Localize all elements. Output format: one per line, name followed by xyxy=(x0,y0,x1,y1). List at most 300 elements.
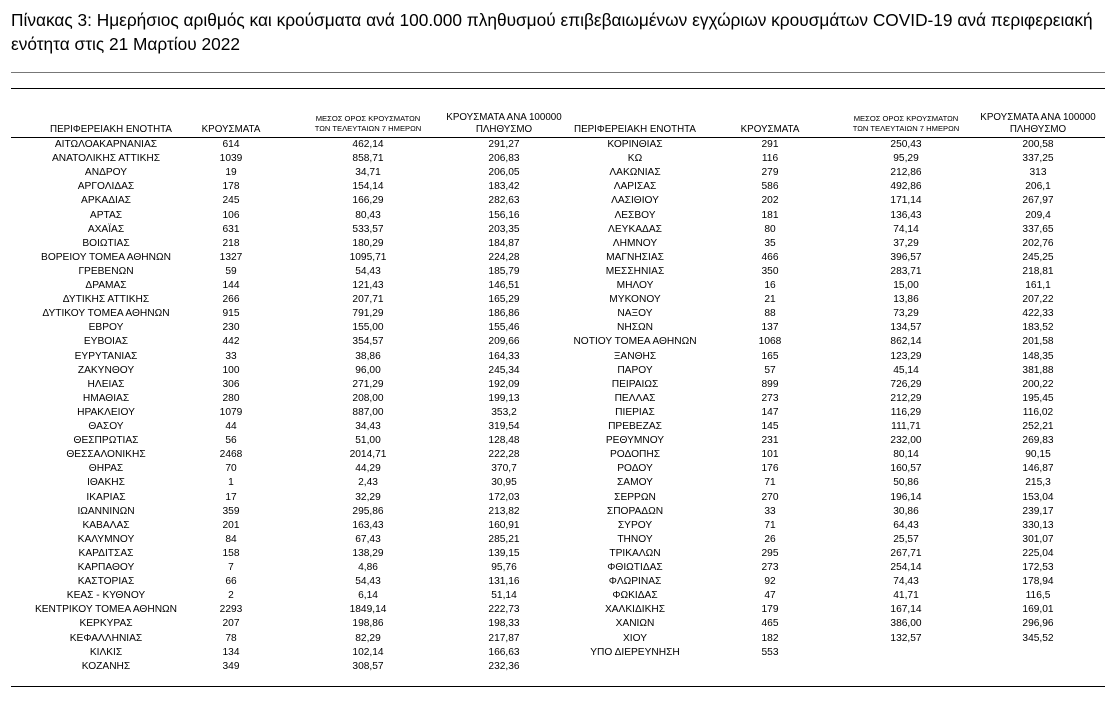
per100k-value: 353,2 xyxy=(491,406,517,418)
avg7-value: 166,29 xyxy=(352,195,384,207)
unit-name: ΛΗΜΝΟΥ xyxy=(612,237,658,249)
avg7-value: 533,57 xyxy=(352,223,384,235)
avg7-value: 180,29 xyxy=(352,237,384,249)
unit-name: ΗΛΕΙΑΣ xyxy=(87,378,125,390)
unit-name: ΠΑΡΟΥ xyxy=(617,364,653,376)
per100k-value: 285,21 xyxy=(488,533,520,545)
cases-value: 295 xyxy=(761,547,779,559)
cases-value: 158 xyxy=(222,547,240,559)
avg7-value: 74,43 xyxy=(893,576,919,588)
header-avg-left-2: ΤΩΝ ΤΕΛΕΥΤΑΙΩΝ 7 ΗΜΕΡΩΝ xyxy=(314,124,422,133)
cases-value: 33 xyxy=(225,350,237,362)
cases-value: 2 xyxy=(228,590,234,602)
per100k-value: 184,87 xyxy=(488,237,520,249)
per100k-value: 156,16 xyxy=(488,209,520,221)
cases-value: 1039 xyxy=(219,153,243,165)
cases-value: 84 xyxy=(225,533,237,545)
cases-value: 147 xyxy=(761,406,779,418)
header-cases-right: ΚΡΟΥΣΜΑΤΑ xyxy=(740,124,800,135)
avg7-value: 354,57 xyxy=(352,336,384,348)
avg7-value: 96,00 xyxy=(355,364,381,376)
per100k-value: 245,25 xyxy=(1022,251,1054,263)
per100k-value: 252,21 xyxy=(1022,421,1054,432)
avg7-value: 492,86 xyxy=(890,181,922,193)
cases-value: 279 xyxy=(761,167,779,179)
cases-value: 70 xyxy=(225,463,237,475)
avg7-value: 132,57 xyxy=(890,632,922,644)
per100k-value: 381,88 xyxy=(1022,364,1054,376)
avg7-value: 208,00 xyxy=(352,392,384,404)
unit-name: ΚΕΡΚΥΡΑΣ xyxy=(79,618,133,630)
avg7-value: 167,14 xyxy=(890,604,922,616)
avg7-value: 45,14 xyxy=(893,364,919,376)
cases-value: 134 xyxy=(222,646,240,658)
unit-name: ΙΩΑΝΝΙΝΩΝ xyxy=(77,505,135,517)
unit-name: ΑΝΔΡΟΥ xyxy=(84,167,128,179)
per100k-value: 217,87 xyxy=(488,632,520,644)
top-divider xyxy=(11,72,1105,73)
per100k-value: 337,25 xyxy=(1022,153,1054,165)
unit-name: ΑΡΓΟΛΙΔΑΣ xyxy=(77,181,135,193)
avg7-value: 54,43 xyxy=(355,265,381,277)
unit-name: ΚΕΦΑΛΛΗΝΙΑΣ xyxy=(69,632,143,644)
unit-name: ΛΑΚΩΝΙΑΣ xyxy=(609,167,661,179)
cases-value: 1079 xyxy=(219,406,243,418)
per100k-value: 183,42 xyxy=(488,181,520,193)
cases-value: 100 xyxy=(222,364,240,376)
per100k-value: 139,15 xyxy=(488,547,520,559)
cases-value: 137 xyxy=(761,322,779,334)
per100k-value: 222,73 xyxy=(488,604,520,616)
unit-name: ΘΕΣΠΡΩΤΙΑΣ xyxy=(73,435,139,447)
cases-value: 231 xyxy=(761,435,779,447)
avg7-value: 82,29 xyxy=(355,632,381,644)
unit-name: ΣΑΜΟΥ xyxy=(617,477,653,489)
avg7-value: 295,86 xyxy=(352,505,384,517)
unit-name: ΜΥΚΟΝΟΥ xyxy=(609,294,661,306)
per100k-value: 199,13 xyxy=(488,392,520,404)
avg7-value: 111,71 xyxy=(891,421,921,432)
avg7-value: 134,57 xyxy=(890,322,922,334)
per100k-value: 160,91 xyxy=(488,519,520,531)
avg7-value: 44,29 xyxy=(355,463,381,475)
unit-name: ΚΩ xyxy=(627,153,643,165)
avg7-value: 155,00 xyxy=(352,322,384,334)
unit-name: ΑΧΑΪΑΣ xyxy=(87,223,125,235)
cases-value: 57 xyxy=(764,364,776,376)
header-per100k-right-2: ΠΛΗΘΥΣΜΟ xyxy=(1009,124,1067,135)
cases-value: 92 xyxy=(764,576,776,588)
per100k-value: 330,13 xyxy=(1022,519,1054,531)
per100k-value: 313 xyxy=(1029,167,1047,179)
per100k-value: 185,79 xyxy=(488,265,520,277)
avg7-value: 15,00 xyxy=(893,280,919,291)
cases-value: 165 xyxy=(761,350,779,362)
per100k-value: 178,94 xyxy=(1022,576,1054,588)
cases-value: 181 xyxy=(761,209,779,221)
per100k-value: 155,46 xyxy=(488,322,520,334)
per100k-value: 222,28 xyxy=(488,449,520,461)
avg7-value: 13,86 xyxy=(893,294,919,306)
avg7-value: 462,14 xyxy=(352,139,384,150)
per100k-value: 209,4 xyxy=(1025,209,1051,221)
per100k-value: 291,27 xyxy=(488,139,520,150)
unit-name: ΒΟΙΩΤΙΑΣ xyxy=(82,237,130,249)
avg7-value: 726,29 xyxy=(890,378,922,390)
per100k-value: 90,15 xyxy=(1025,449,1051,461)
avg7-value: 271,29 xyxy=(352,378,384,390)
avg7-value: 73,29 xyxy=(893,308,919,320)
unit-name: ΡΟΔΟΥ xyxy=(617,463,653,475)
unit-name: ΛΑΡΙΣΑΣ xyxy=(613,181,657,193)
avg7-value: 887,00 xyxy=(352,406,384,418)
avg7-value: 54,43 xyxy=(355,576,381,588)
cases-value: 1327 xyxy=(219,251,243,263)
per100k-value: 239,17 xyxy=(1022,505,1054,517)
per100k-value: 166,63 xyxy=(488,646,520,658)
unit-name: ΓΡΕΒΕΝΩΝ xyxy=(78,265,134,277)
per100k-value: 198,33 xyxy=(488,618,520,630)
cases-value: 56 xyxy=(225,435,237,447)
per100k-value: 195,45 xyxy=(1022,392,1054,404)
unit-name: ΚΕΑΣ - ΚΥΘΝΟΥ xyxy=(66,590,146,602)
avg7-value: 123,29 xyxy=(890,350,922,362)
unit-name: ΝΑΞΟΥ xyxy=(617,308,653,320)
per100k-value: 146,51 xyxy=(488,280,520,291)
unit-name: ΦΘΙΩΤΙΔΑΣ xyxy=(607,562,663,573)
cases-value: 614 xyxy=(222,139,240,150)
unit-name: ΜΑΓΝΗΣΙΑΣ xyxy=(606,251,664,263)
per100k-value: 207,22 xyxy=(1022,294,1054,306)
per100k-value: 345,52 xyxy=(1022,632,1054,644)
per100k-value: 296,96 xyxy=(1022,618,1054,630)
cases-value: 442 xyxy=(222,336,240,348)
per100k-value: 215,3 xyxy=(1025,477,1051,489)
unit-name: ΑΡΚΑΔΙΑΣ xyxy=(81,195,131,207)
unit-name: ΚΑΡΔΙΤΣΑΣ xyxy=(78,547,134,559)
avg7-value: 95,29 xyxy=(893,153,919,165)
avg7-value: 386,00 xyxy=(890,618,922,630)
per100k-value: 225,04 xyxy=(1022,547,1054,559)
per100k-value: 172,03 xyxy=(488,491,520,503)
unit-name: ΣΠΟΡΑΔΩΝ xyxy=(606,505,664,517)
per100k-value: 206,05 xyxy=(488,167,520,179)
cases-value: 899 xyxy=(761,378,779,390)
unit-name: ΦΩΚΙΔΑΣ xyxy=(612,590,658,602)
per100k-value: 282,63 xyxy=(488,195,520,207)
cases-value: 207 xyxy=(222,618,240,630)
per100k-value: 186,86 xyxy=(488,308,520,320)
cases-value: 350 xyxy=(761,265,779,277)
cases-value: 80 xyxy=(764,223,776,235)
unit-name: ΡΟΔΟΠΗΣ xyxy=(609,449,661,461)
unit-name: ΘΗΡΑΣ xyxy=(88,463,124,475)
header-unit-right: ΠΕΡΙΦΕΡΕΙΑΚΗ ΕΝΟΤΗΤΑ xyxy=(574,124,696,135)
avg7-value: 250,43 xyxy=(890,139,922,150)
header-unit-left: ΠΕΡΙΦΕΡΕΙΑΚΗ ΕΝΟΤΗΤΑ xyxy=(50,124,172,135)
per100k-value: 51,14 xyxy=(491,590,517,602)
unit-name: ΖΑΚΥΝΘΟΥ xyxy=(77,364,135,376)
avg7-value: 6,14 xyxy=(358,590,378,602)
cases-value: 21 xyxy=(764,294,776,306)
avg7-value: 37,29 xyxy=(893,237,919,249)
unit-name: ΠΕΙΡΑΙΩΣ xyxy=(611,378,659,390)
unit-name: ΝΗΣΩΝ xyxy=(617,322,653,334)
per100k-value: 200,22 xyxy=(1022,378,1054,390)
per100k-value: 30,95 xyxy=(491,477,517,489)
cases-value: 1 xyxy=(228,477,234,489)
avg7-value: 283,71 xyxy=(890,265,922,277)
cases-value: 218 xyxy=(222,237,240,249)
unit-name: ΑΡΤΑΣ xyxy=(89,209,123,221)
cases-value: 359 xyxy=(222,505,240,517)
cases-value: 266 xyxy=(222,294,240,306)
per100k-value: 245,34 xyxy=(488,364,520,376)
cases-value: 145 xyxy=(761,421,779,432)
per100k-value: 319,54 xyxy=(488,421,520,432)
header-avg-right-1: ΜΕΣΟΣ ΟΡΟΣ ΚΡΟΥΣΜΑΤΩΝ xyxy=(853,114,959,123)
per100k-value: 301,07 xyxy=(1022,533,1054,545)
per100k-value: 206,1 xyxy=(1025,181,1051,193)
unit-name: ΜΗΛΟΥ xyxy=(616,280,654,291)
avg7-value: 38,86 xyxy=(355,350,381,362)
cases-value: 144 xyxy=(222,280,240,291)
unit-name: ΚΑΛΥΜΝΟΥ xyxy=(77,533,135,545)
avg7-value: 80,43 xyxy=(355,209,381,221)
table-bottom-rule xyxy=(11,686,1105,687)
per100k-value: 267,97 xyxy=(1022,195,1054,207)
per100k-value: 116,5 xyxy=(1025,590,1051,602)
avg7-value: 34,43 xyxy=(355,421,381,432)
per100k-value: 164,33 xyxy=(488,350,520,362)
cases-value: 19 xyxy=(225,167,237,179)
unit-name: ΛΕΣΒΟΥ xyxy=(614,209,656,221)
unit-name: ΜΕΣΣΗΝΙΑΣ xyxy=(605,265,665,277)
cases-value: 35 xyxy=(764,237,776,249)
cases-value: 78 xyxy=(225,632,237,644)
table-title: Πίνακας 3: Ημερήσιος αριθμός και κρούσματα ανά 100.000 πληθυσμού επιβεβαιωμένων εγχώριων κρουσμάτων COVID-19 ανά περιφερειακή ενότητα στις 21 Μαρτίου 2022 xyxy=(11,10,1093,54)
avg7-value: 308,57 xyxy=(352,660,384,672)
unit-name: ΣΕΡΡΩΝ xyxy=(614,491,656,503)
per100k-value: 201,58 xyxy=(1022,336,1054,348)
unit-name: ΚΑΒΑΛΑΣ xyxy=(82,519,130,531)
per100k-value: 203,35 xyxy=(488,223,520,235)
avg7-value: 2014,71 xyxy=(349,449,387,461)
unit-name: ΑΝΑΤΟΛΙΚΗΣ ΑΤΤΙΚΗΣ xyxy=(51,153,161,165)
avg7-value: 67,43 xyxy=(355,533,381,545)
unit-name: ΗΜΑΘΙΑΣ xyxy=(82,392,130,404)
cases-value: 270 xyxy=(761,491,779,503)
unit-name: ΕΥΒΟΙΑΣ xyxy=(83,336,129,348)
cases-value: 306 xyxy=(222,378,240,390)
cases-value: 915 xyxy=(222,308,240,320)
per100k-value: 131,16 xyxy=(488,576,520,588)
cases-value: 553 xyxy=(761,646,779,658)
cases-value: 280 xyxy=(222,392,240,404)
cases-value: 26 xyxy=(764,533,776,545)
avg7-value: 862,14 xyxy=(890,336,922,348)
per100k-value: 232,36 xyxy=(488,660,520,672)
per100k-value: 172,53 xyxy=(1022,562,1054,573)
header-avg-right-2: ΤΩΝ ΤΕΛΕΥΤΑΙΩΝ 7 ΗΜΕΡΩΝ xyxy=(852,124,960,133)
unit-name: ΕΒΡΟΥ xyxy=(88,322,124,334)
unit-name: ΚΕΝΤΡΙΚΟΥ ΤΟΜΕΑ ΑΘΗΝΩΝ xyxy=(34,604,178,616)
per100k-value: 128,48 xyxy=(488,435,520,447)
unit-name: ΡΕΘΥΜΝΟΥ xyxy=(605,435,665,447)
unit-name: ΥΠΟ ΔΙΕΡΕΥΝΗΣΗ xyxy=(590,646,680,658)
avg7-value: 1095,71 xyxy=(349,251,387,263)
unit-name: ΘΕΣΣΑΛΟΝΙΚΗΣ xyxy=(66,449,146,461)
unit-name: ΔΥΤΙΚΟΥ ΤΟΜΕΑ ΑΘΗΝΩΝ xyxy=(42,308,170,320)
avg7-value: 25,57 xyxy=(893,533,919,545)
per100k-value: 161,1 xyxy=(1025,280,1051,291)
cases-value: 66 xyxy=(225,576,237,588)
header-cases-left: ΚΡΟΥΣΜΑΤΑ xyxy=(201,124,261,135)
cases-value: 179 xyxy=(761,604,779,616)
unit-name: ΛΑΣΙΘΙΟΥ xyxy=(611,195,659,207)
unit-name: ΙΚΑΡΙΑΣ xyxy=(86,491,126,503)
avg7-value: 396,57 xyxy=(890,251,922,263)
unit-name: ΧΑΛΚΙΔΙΚΗΣ xyxy=(604,604,666,616)
per100k-value: 206,83 xyxy=(488,153,520,165)
unit-name: ΦΛΩΡΙΝΑΣ xyxy=(608,576,662,588)
avg7-value: 116,29 xyxy=(890,406,922,418)
unit-name: ΤΡΙΚΑΛΩΝ xyxy=(609,547,661,559)
avg7-value: 50,86 xyxy=(893,477,919,489)
cases-value: 101 xyxy=(761,449,779,461)
cases-value: 245 xyxy=(222,195,240,207)
avg7-value: 64,43 xyxy=(893,519,919,531)
avg7-value: 267,71 xyxy=(890,547,922,559)
header-per100k-left-1: ΚΡΟΥΣΜΑΤΑ ΑΝΑ 100000 xyxy=(446,112,562,123)
avg7-value: 138,29 xyxy=(352,547,384,559)
cases-value: 17 xyxy=(225,491,237,503)
unit-name: ΙΘΑΚΗΣ xyxy=(87,477,125,489)
avg7-value: 212,29 xyxy=(890,392,922,404)
avg7-value: 102,14 xyxy=(352,646,384,658)
unit-name: ΚΑΣΤΟΡΙΑΣ xyxy=(77,576,135,588)
avg7-value: 51,00 xyxy=(355,435,381,447)
cases-value: 176 xyxy=(761,463,779,475)
cases-value: 178 xyxy=(222,181,240,193)
unit-name: ΧΙΟΥ xyxy=(622,632,648,644)
cases-value: 349 xyxy=(222,660,240,672)
cases-value: 106 xyxy=(222,209,240,221)
avg7-value: 34,71 xyxy=(355,167,381,179)
cases-value: 201 xyxy=(222,519,240,531)
header-avg-left-1: ΜΕΣΟΣ ΟΡΟΣ ΚΡΟΥΣΜΑΤΩΝ xyxy=(315,114,421,123)
unit-name: ΘΑΣΟΥ xyxy=(88,421,124,432)
avg7-value: 2,43 xyxy=(358,477,378,489)
avg7-value: 121,43 xyxy=(352,280,384,291)
cases-value: 273 xyxy=(761,562,779,573)
unit-name: ΚΟΡΙΝΘΙΑΣ xyxy=(607,139,663,150)
cases-value: 47 xyxy=(764,590,776,602)
table-top-rule xyxy=(11,88,1105,89)
avg7-value: 136,43 xyxy=(890,209,922,221)
cases-value: 33 xyxy=(764,505,776,517)
header-per100k-left-2: ΠΛΗΘΥΣΜΟ xyxy=(475,124,533,135)
cases-value: 116 xyxy=(761,153,779,165)
cases-value: 182 xyxy=(761,632,779,644)
per100k-value: 269,83 xyxy=(1022,435,1054,447)
cases-value: 71 xyxy=(764,519,776,531)
per100k-value: 218,81 xyxy=(1022,265,1054,277)
unit-name: ΠΡΕΒΕΖΑΣ xyxy=(608,421,662,432)
cases-value: 230 xyxy=(222,322,240,334)
unit-name: ΚΙΛΚΙΣ xyxy=(89,646,123,658)
unit-name: ΗΡΑΚΛΕΙΟΥ xyxy=(77,406,135,418)
unit-name: ΤΗΝΟΥ xyxy=(617,533,653,545)
per100k-value: 224,28 xyxy=(488,251,520,263)
cases-value: 2293 xyxy=(219,604,243,616)
avg7-value: 4,86 xyxy=(358,562,378,573)
per100k-value: 202,76 xyxy=(1022,237,1054,249)
per100k-value: 370,7 xyxy=(491,463,517,475)
cases-value: 291 xyxy=(761,139,779,150)
avg7-value: 32,29 xyxy=(355,491,381,503)
per100k-value: 337,65 xyxy=(1022,223,1054,235)
avg7-value: 171,14 xyxy=(890,195,922,207)
unit-name: ΕΥΡΥΤΑΝΙΑΣ xyxy=(74,350,138,362)
avg7-value: 254,14 xyxy=(890,562,922,573)
cases-value: 586 xyxy=(761,181,779,193)
per100k-value: 200,58 xyxy=(1022,139,1054,150)
per100k-value: 146,87 xyxy=(1022,463,1054,475)
per100k-value: 165,29 xyxy=(488,294,520,306)
cases-value: 71 xyxy=(764,477,776,489)
cases-value: 273 xyxy=(761,392,779,404)
unit-name: ΧΑΝΙΩΝ xyxy=(615,618,655,630)
avg7-value: 198,86 xyxy=(352,618,384,630)
cases-value: 631 xyxy=(222,223,240,235)
unit-name: ΣΥΡΟΥ xyxy=(617,519,653,531)
per100k-value: 209,66 xyxy=(488,336,520,348)
per100k-value: 148,35 xyxy=(1022,350,1054,362)
unit-name: ΠΕΛΛΑΣ xyxy=(614,392,656,404)
avg7-value: 212,86 xyxy=(890,167,922,179)
unit-name: ΛΕΥΚΑΔΑΣ xyxy=(608,223,662,235)
avg7-value: 232,00 xyxy=(890,435,922,447)
avg7-value: 80,14 xyxy=(893,449,919,461)
unit-name: ΑΙΤΩΛΟΑΚΑΡΝΑΝΙΑΣ xyxy=(54,139,158,150)
cases-value: 466 xyxy=(761,251,779,263)
cases-value: 44 xyxy=(225,421,237,432)
per100k-value: 183,52 xyxy=(1022,322,1054,334)
cases-value: 1068 xyxy=(758,336,782,348)
cases-value: 59 xyxy=(225,265,237,277)
cases-value: 202 xyxy=(761,195,779,207)
header-per100k-right-1: ΚΡΟΥΣΜΑΤΑ ΑΝΑ 100000 xyxy=(980,112,1096,123)
unit-name: ΔΥΤΙΚΗΣ ΑΤΤΙΚΗΣ xyxy=(62,294,150,306)
avg7-value: 30,86 xyxy=(893,505,919,517)
per100k-value: 116,02 xyxy=(1022,406,1054,418)
cases-value: 2468 xyxy=(219,449,243,461)
avg7-value: 160,57 xyxy=(890,463,922,475)
unit-name: ΠΙΕΡΙΑΣ xyxy=(615,406,655,418)
avg7-value: 858,71 xyxy=(352,153,384,165)
unit-name: ΝΟΤΙΟΥ ΤΟΜΕΑ ΑΘΗΝΩΝ xyxy=(573,336,697,348)
avg7-value: 1849,14 xyxy=(349,604,387,616)
cases-value: 16 xyxy=(764,280,776,291)
per100k-value: 169,01 xyxy=(1022,604,1054,616)
per100k-value: 95,76 xyxy=(491,562,517,573)
cases-value: 465 xyxy=(761,618,779,630)
avg7-value: 163,43 xyxy=(352,519,384,531)
per100k-value: 192,09 xyxy=(488,378,520,390)
cases-value: 7 xyxy=(228,562,234,573)
avg7-value: 74,14 xyxy=(893,223,919,235)
